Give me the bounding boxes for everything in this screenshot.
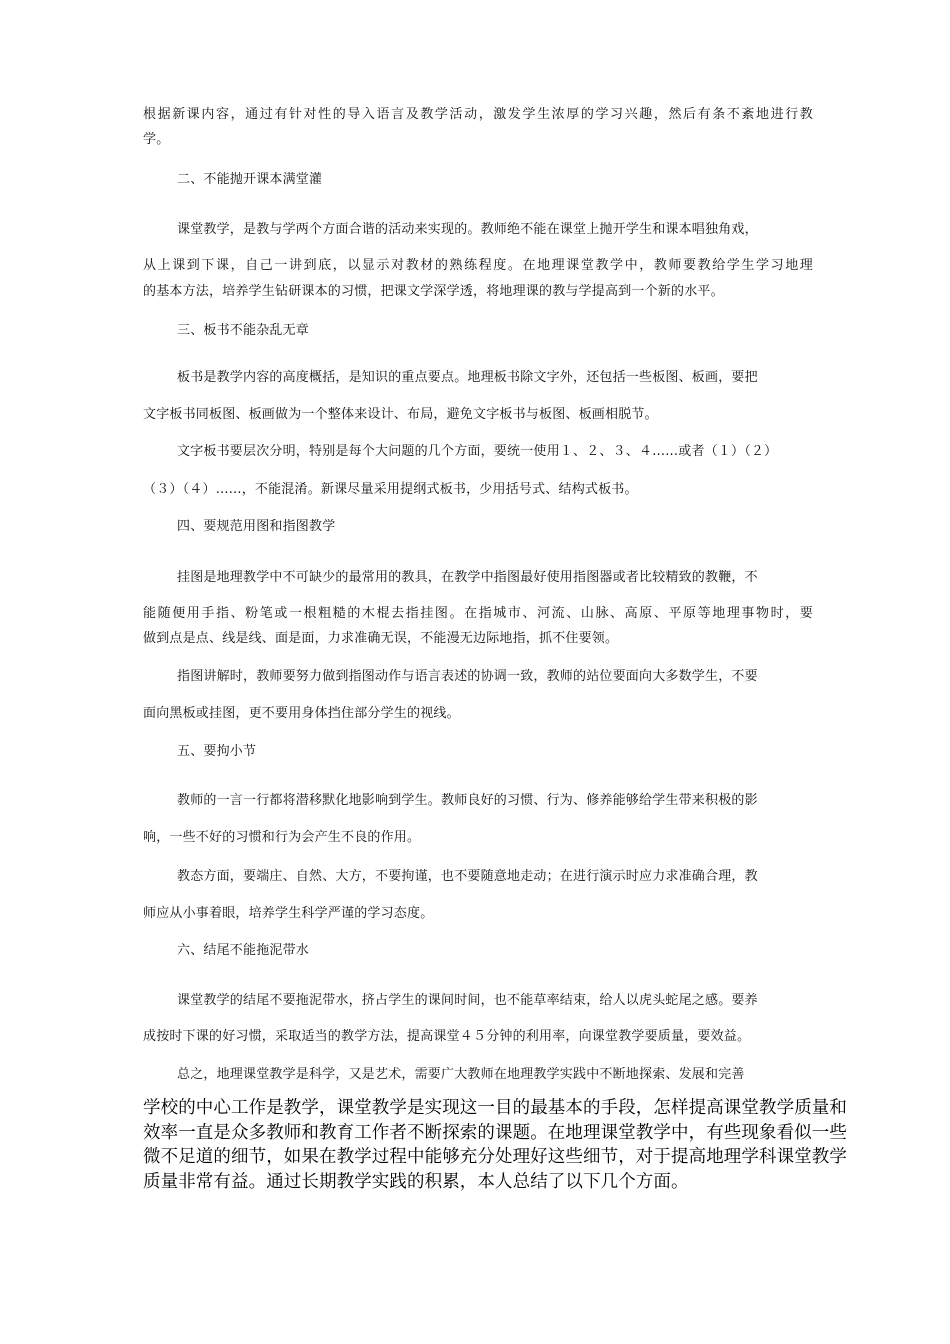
body-text-line: 挂图是地理教学中不可缺少的最常用的教具，在教学中指图最好使用指图器或者比较精致的教鞭，不: [177, 570, 758, 585]
body-text-line: 教师的一言一行都将潜移默化地影响到学生。教师良好的习惯、行为、修养能够给学生带来积极的影: [177, 793, 758, 808]
body-text-line: 课堂教学的结尾不要拖泥带水，挤占学生的课间时间，也不能草率结束，给人以虎头蛇尾之感。要养: [177, 993, 758, 1008]
body-text-line: 面向黑板或挂图，更不要用身体挡住部分学生的视线。: [143, 706, 460, 721]
body-text-line: 板书是教学内容的高度概括，是知识的重点要点。地理板书除文字外，还包括一些板图、板画，要把: [177, 370, 758, 385]
body-text-line: 学。: [143, 132, 170, 147]
intro-text-line: 学校的中心工作是教学，课堂教学是实现这一目的最基本的手段，怎样提高课堂教学质量和: [143, 1098, 847, 1118]
body-text-line: 成按时下课的好习惯，采取适当的教学方法，提高课堂４５分钟的利用率，向课堂教学要质量，要效益。: [143, 1029, 751, 1044]
body-text-line: 的基本方法，培养学生钻研课本的习惯，把课文学深学透，将地理课的教与学提高到一个新的水平。: [143, 284, 724, 299]
body-text-line: （３）（４）......，不能混淆。新课尽量采用提纲式板书，少用括号式、结构式板书。: [143, 482, 638, 497]
body-text-line: 响，一些不好的习惯和行为会产生不良的作用。: [143, 830, 421, 845]
intro-text-line: 质量非常有益。通过长期教学实践的积累，本人总结了以下几个方面。: [143, 1172, 689, 1192]
intro-text-line: 效率一直是众多教师和教育工作者不断探索的课题。在地理课堂教学中，有些现象看似一些: [143, 1123, 847, 1143]
body-text-line: 文字板书要层次分明，特别是每个大问题的几个方面，要统一使用１、２、３、４......或者（１）（２）: [177, 444, 778, 459]
body-text-line: 根据新课内容，通过有针对性的导入语言及教学活动，激发学生浓厚的学习兴趣，然后有条不紊地进行教: [143, 107, 813, 122]
body-text-line: 总之，地理课堂教学是科学，又是艺术，需要广大教师在地理教学实践中不断地探索、发展和完善: [177, 1067, 745, 1082]
intro-text-line: 微不足道的细节，如果在教学过程中能够充分处理好这些细节，对于提高地理学科课堂教学: [143, 1147, 847, 1167]
section-heading: 三、板书不能杂乱无章: [177, 323, 310, 338]
body-text-line: 指图讲解时，教师要努力做到指图动作与语言表述的协调一致，教师的站位要面向大多数学生，不要: [177, 669, 758, 684]
body-text-line: 文字板书同板图、板画做为一个整体来设计、布局，避免文字板书与板图、板画相脱节。: [143, 407, 658, 422]
body-text-line: 做到点是点、线是线、面是面，力求准确无误，不能漫无边际地指，抓不住要领。: [143, 631, 619, 646]
body-text-line: 师应从小事着眼，培养学生科学严谨的学习态度。: [143, 906, 434, 921]
body-text-line: 教态方面，要端庄、自然、大方，不要拘谨，也不要随意地走动；在进行演示时应力求准确合理，教: [177, 869, 758, 884]
section-heading: 四、要规范用图和指图教学: [177, 519, 336, 534]
body-text-line: 能随便用手指、粉笔或一根粗糙的木棍去指挂图。在指城市、河流、山脉、高原、平原等地理事物时，要: [143, 606, 813, 621]
section-heading: 六、结尾不能拖泥带水: [177, 943, 310, 958]
section-heading: 二、不能抛开课本满堂灌: [177, 172, 323, 187]
section-heading: 五、要拘小节: [177, 744, 257, 759]
body-text-line: 从上课到下课，自己一讲到底，以显示对教材的熟练程度。在地理课堂教学中，教师要教给学生学习地理: [143, 258, 813, 273]
body-text-line: 课堂教学，是教与学两个方面合谐的活动来实现的。教师绝不能在课堂上抛开学生和课本唱独角戏，: [177, 222, 758, 237]
